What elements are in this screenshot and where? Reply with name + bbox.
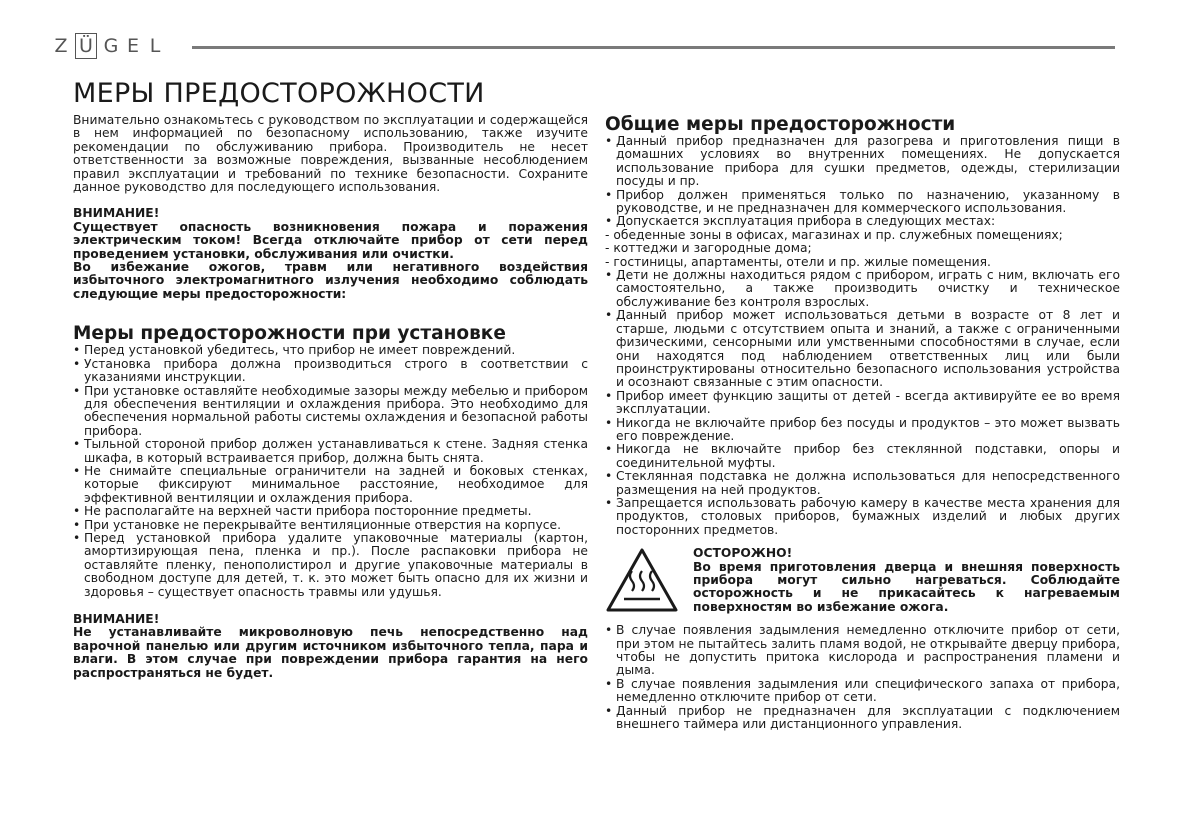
page-header [50, 32, 1115, 60]
warning-block [73, 613, 588, 680]
place-item: - обеденные зоны в офисах, магазинах и пр. служебных помещениях; [605, 227, 1063, 242]
caution-text-block [693, 547, 1120, 614]
caution-text: Во время приготовления дверца и внешняя поверхность прибора могут сильно нагреваться. Соблюдайте осторожность и не прикасайтесь к нагреваемым поверхностям во избежание ожога. [693, 559, 1120, 614]
warning-block [73, 207, 588, 301]
brand-letter: E [126, 35, 139, 57]
brand-logo [50, 32, 166, 60]
list-item: • При установке оставляйте необходимые зазоры между мебелью и прибором для обеспечения вентиляции и охлаждения прибора. Это необходимо для обеспечения нормальной работы системы охлаждения и безопасной работы прибора. [73, 385, 588, 439]
brand-letter: L [149, 35, 161, 57]
general-list [605, 269, 1120, 537]
general-list [605, 135, 1120, 229]
brand-letter-boxed: Ü [75, 33, 97, 59]
page-title: МЕРЫ ПРЕДОСТОРОЖНОСТИ [73, 78, 485, 109]
list-item: • Никогда не включайте прибор без посуды и продуктов – это может вызвать его повреждение. [605, 417, 1120, 444]
warning-text: Существует опасность возникновения пожара и поражения электрическим током! Всегда отключайте прибор от сети перед проведением установки, обслуживания или очистки. [73, 219, 588, 261]
list-item: • При установке не перекрывайте вентиляционные отверстия на корпусе. [73, 519, 588, 532]
list-item: • Данный прибор не предназначен для эксплуатации с подключением внешнего таймера или дистанционного управления. [605, 705, 1120, 732]
warning-title: ВНИМАНИЕ! [73, 612, 160, 626]
list-item: • Допускается эксплуатация прибора в следующих местах: [605, 215, 1120, 228]
list-item: • Никогда не включайте прибор без стеклянной подставки, опоры и соединительной муфты. [605, 443, 1120, 470]
brand-letter: G [103, 35, 119, 57]
list-item: • В случае появления задымления или специфического запаха от прибора, немедленно отключите прибор от сети. [605, 678, 1120, 705]
list-item: • Прибор должен применяться только по назначению, указанному в руководстве, и не предназначен для коммерческого использования. [605, 189, 1120, 216]
caution-title: ОСТОРОЖНО! [693, 546, 793, 561]
install-list [73, 344, 588, 599]
list-item: • Запрещается использовать рабочую камеру в качестве места хранения для продуктов, столовых приборов, бумажных изделий и любых других посторонних предметов. [605, 497, 1120, 537]
list-item: • Данный прибор может использоваться детьми в возрасте от 8 лет и старше, людьми с отсутствием опыта и знаний, а также с ограниченными физическими, сенсорными или умственными способностями в случае, если они находятся под наблюдением ответственных лиц или были проинструктированы относительно безопасного использования устройства и осознают связанные с этим опасности. [605, 309, 1120, 389]
brand-letter: Z [54, 35, 68, 57]
list-item: • Перед установкой прибора удалите упаковочные материалы (картон, амортизирующая пена, пленка и пр.). После распаковки прибора не оставляйте пленку, пенополистирол и другие упаковочные материалы в свободном доступе для детей, т. к. это может быть опасно для их жизни и здоровья – существует опасность травмы или удушья. [73, 532, 588, 599]
place-item: - коттеджи и загородные дома; [605, 241, 812, 256]
warning-title: ВНИМАНИЕ! [73, 206, 160, 221]
list-item: • Перед установкой убедитесь, что прибор не имеет повреждений. [73, 344, 588, 357]
caution-block [605, 547, 1120, 614]
list-item: • Тыльной стороной прибор должен устанавливаться к стене. Задняя стенка шкафа, в который встраивается прибор, должна быть снята. [73, 438, 588, 465]
general-list [605, 624, 1120, 731]
warning-text: Во избежание ожогов, травм или негативного воздействия избыточного электромагнитного излучения необходимо соблюдать следующие меры предосторожности: [73, 260, 588, 301]
list-item: • Данный прибор предназначен для разогрева и приготовления пищи в домашних условиях во внутренних помещениях. Не допускается использование прибора для сушки предметов, одежды, стерилизации посуды и пр. [605, 135, 1120, 189]
list-item: • Стеклянная подставка не должна использоваться для непосредственного размещения на ней продуктов. [605, 470, 1120, 497]
list-item: • В случае появления задымления немедленно отключите прибор от сети, при этом не пытайтесь залить пламя водой, не открывайте дверцу прибора, чтобы не допустить притока кислорода и распространения пламени и дыма. [605, 624, 1120, 678]
list-item: • Прибор имеет функцию защиты от детей - всегда активируйте ее во время эксплуатации. [605, 390, 1120, 417]
list-item: • Дети не должны находиться рядом с прибором, играть с ним, включать его самостоятельно, а также производить очистку и техническое обслуживание без контроля взрослых. [605, 269, 1120, 309]
hot-surface-warning-icon [605, 547, 679, 613]
list-item: • Не располагайте на верхней части прибора посторонние предметы. [73, 505, 588, 518]
general-heading: Общие меры предосторожности [605, 114, 956, 135]
install-heading: Меры предосторожности при установке [73, 323, 506, 345]
warning-text: Не устанавливайте микроволновую печь непосредственно над варочной панелью или другим источником избыточного тепла, пара и влаги. В этом случае при повреждении прибора гарантия на него распространяться не будет. [73, 625, 588, 680]
right-column [605, 114, 1120, 731]
header-rule [192, 46, 1115, 49]
left-column [73, 114, 588, 680]
intro-paragraph: Внимательно ознакомьтесь с руководством по эксплуатации и содержащейся в нем информацией по безопасному использованию, также изучите рекомендации по обслуживанию прибора. Производитель не несет ответственности за возможные повреждения, вызванные несоблюдением правил эксплуатации и требований по технике безопасности. Сохраните данное руководство для последующего использования. [73, 113, 588, 195]
list-item: • Установка прибора должна производиться строго в соответствии с указаниями инструкции. [73, 358, 588, 385]
place-item: - гостиницы, апартаменты, отели и пр. жилые помещения. [605, 254, 991, 269]
list-item: • Не снимайте специальные ограничители на задней и боковых стенках, которые фиксируют минимальное расстояние, необходимое для эффективной вентиляции и охлаждения прибора. [73, 465, 588, 505]
